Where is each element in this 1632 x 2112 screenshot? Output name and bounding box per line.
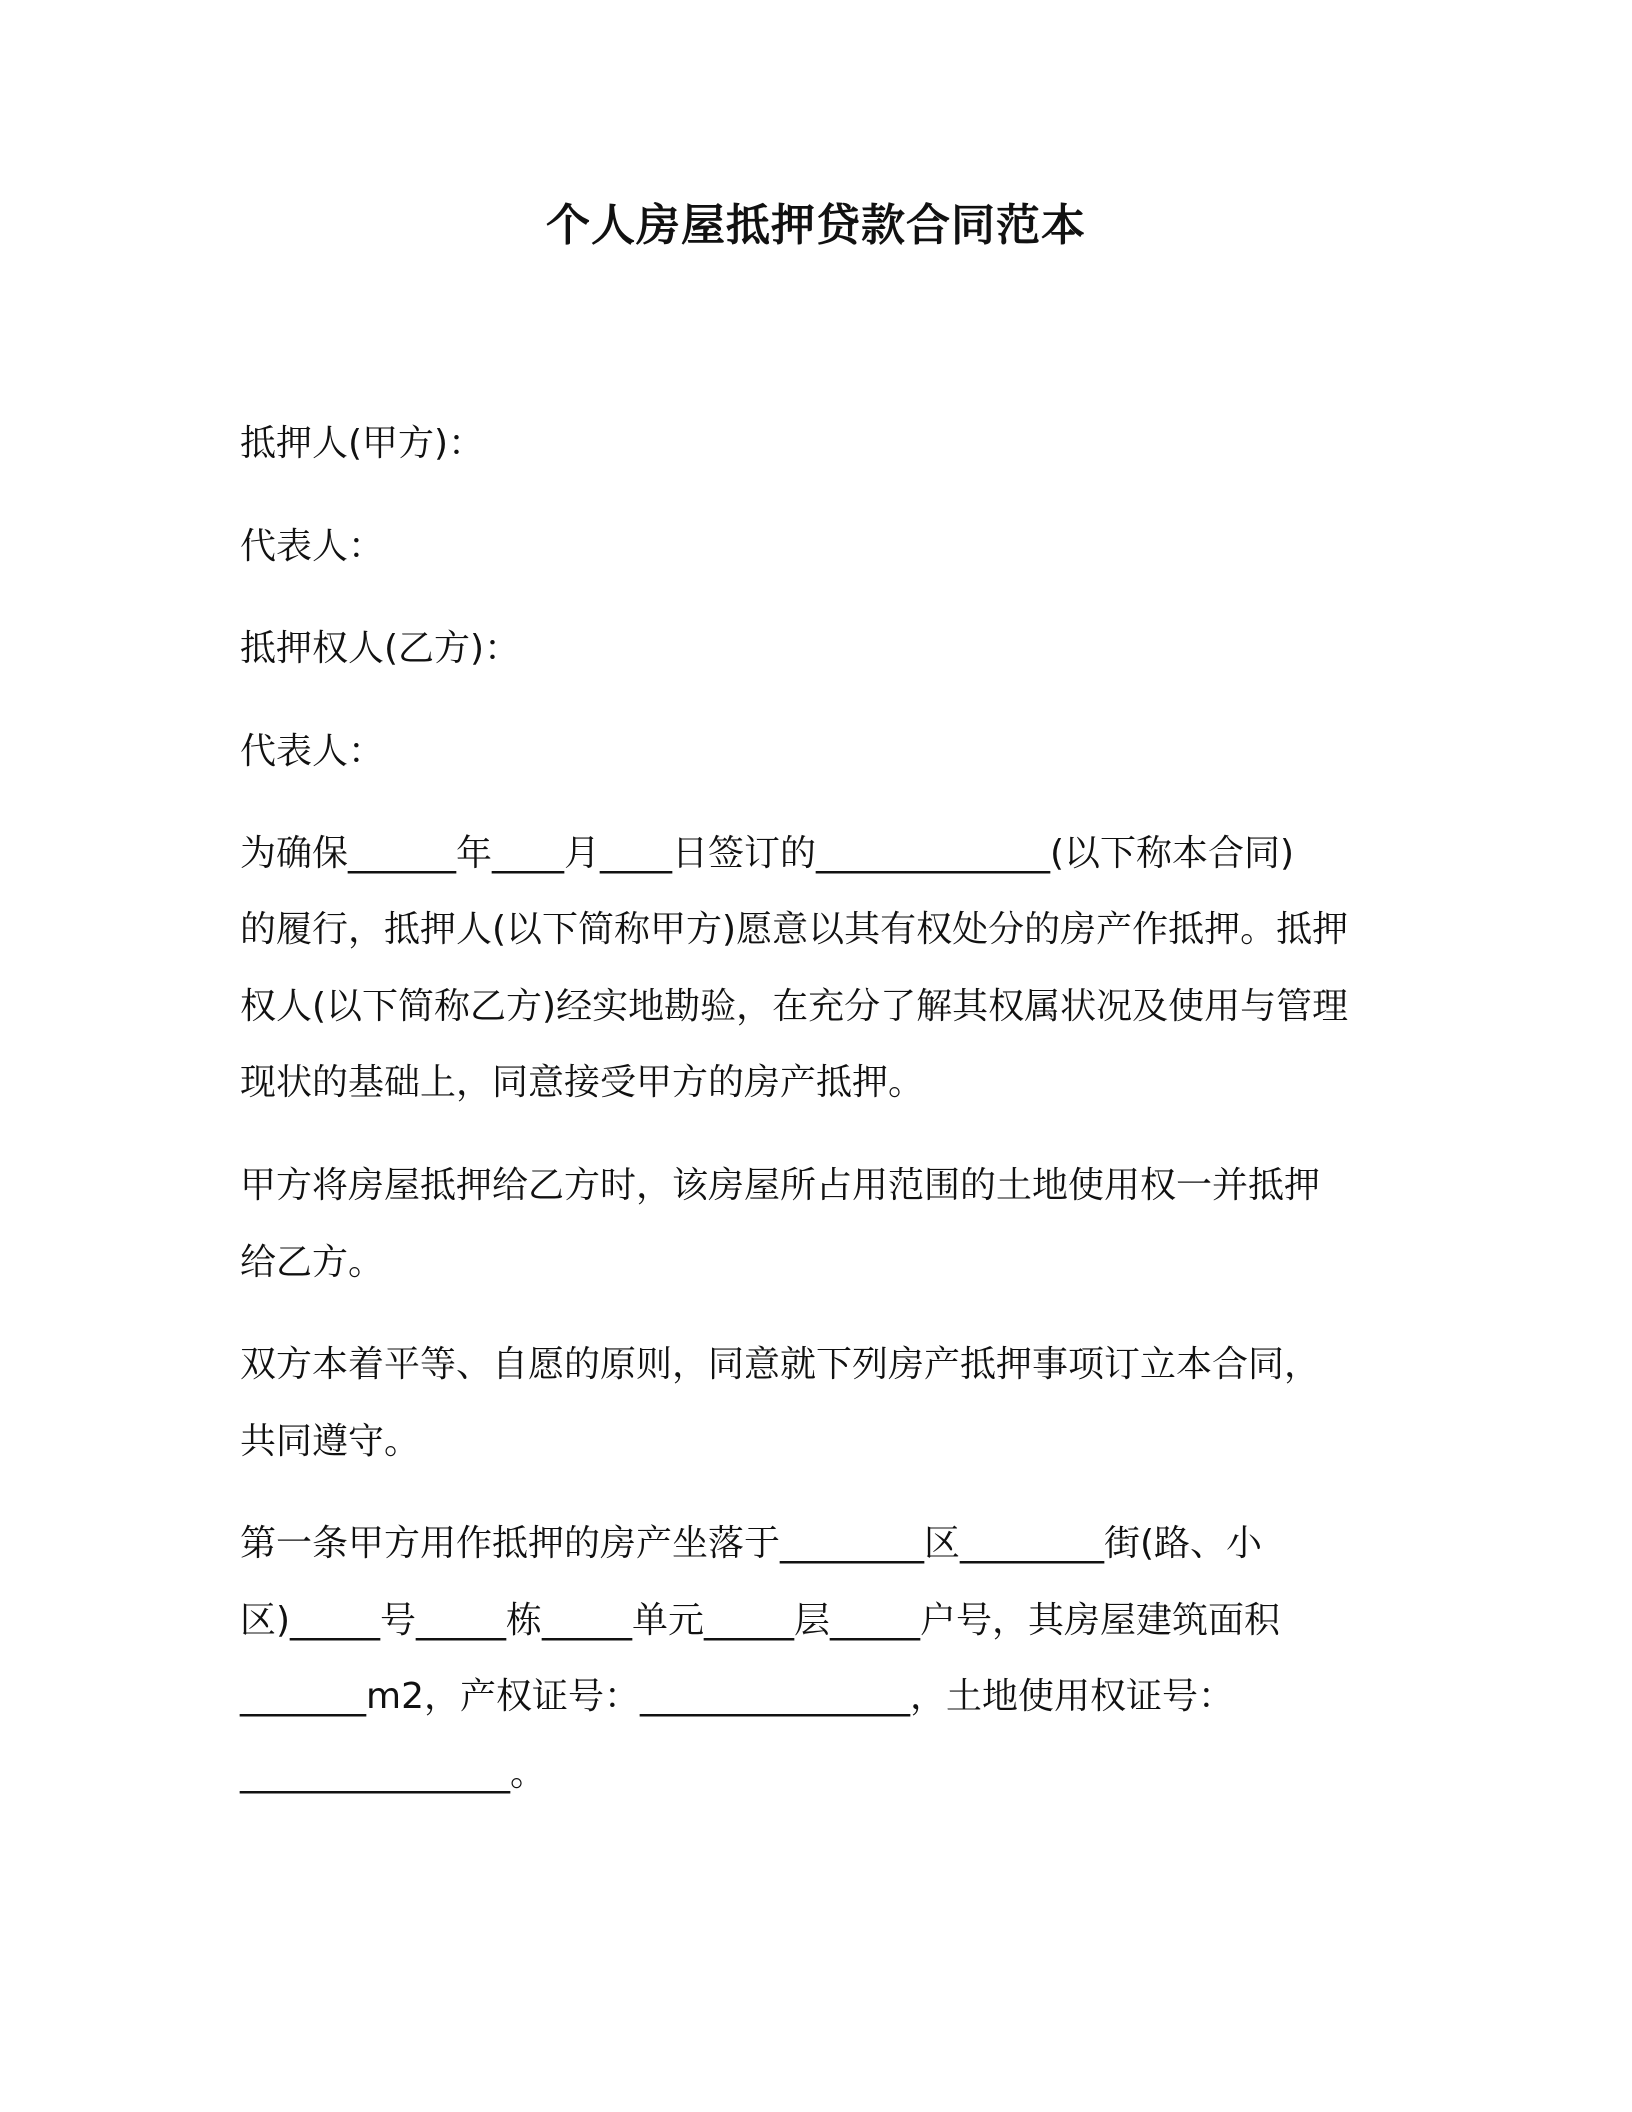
paragraph-line: 的履行，抵押人(以下简称甲方)愿意以其有权处分的房产作抵押。抵押 (240, 909, 1349, 950)
mortgagor-label: 抵押人(甲方)： (240, 423, 485, 464)
representative-label: 代表人： (240, 731, 385, 772)
paragraph-line: 甲方将房屋抵押给乙方时，该房屋所占用范围的土地使用权一并抵押 (240, 1165, 1321, 1206)
paragraph-line: 现状的基础上，同意接受甲方的房产抵押。 (240, 1062, 925, 1103)
article-line: 第一条甲方用作抵押的房产坐落于________区________街(路、小 (240, 1523, 1263, 1564)
article-line: 区)_____号_____栋_____单元_____层_____户号，其房屋建筑面积 (240, 1600, 1281, 1641)
article-line: _______________。 (240, 1753, 546, 1794)
article-line: _______m2，产权证号：_______________，土地使用权证号： (240, 1676, 1234, 1717)
paragraph-line: 给乙方。 (240, 1242, 385, 1283)
paragraph-line: 共同遵守。 (240, 1421, 421, 1462)
paragraph-line: 双方本着平等、自愿的原则，同意就下列房产抵押事项订立本合同， (240, 1344, 1321, 1385)
document-title: 个人房屋抵押贷款合同范本 (546, 200, 1086, 251)
paragraph-line: 为确保______年____月____日签订的_____________(以下称本合同) (240, 833, 1295, 874)
mortgagee-label: 抵押权人(乙方)： (240, 628, 521, 669)
representative-label: 代表人： (240, 526, 385, 567)
paragraph-line: 权人(以下简称乙方)经实地勘验，在充分了解其权属状况及使用与管理 (240, 986, 1349, 1027)
